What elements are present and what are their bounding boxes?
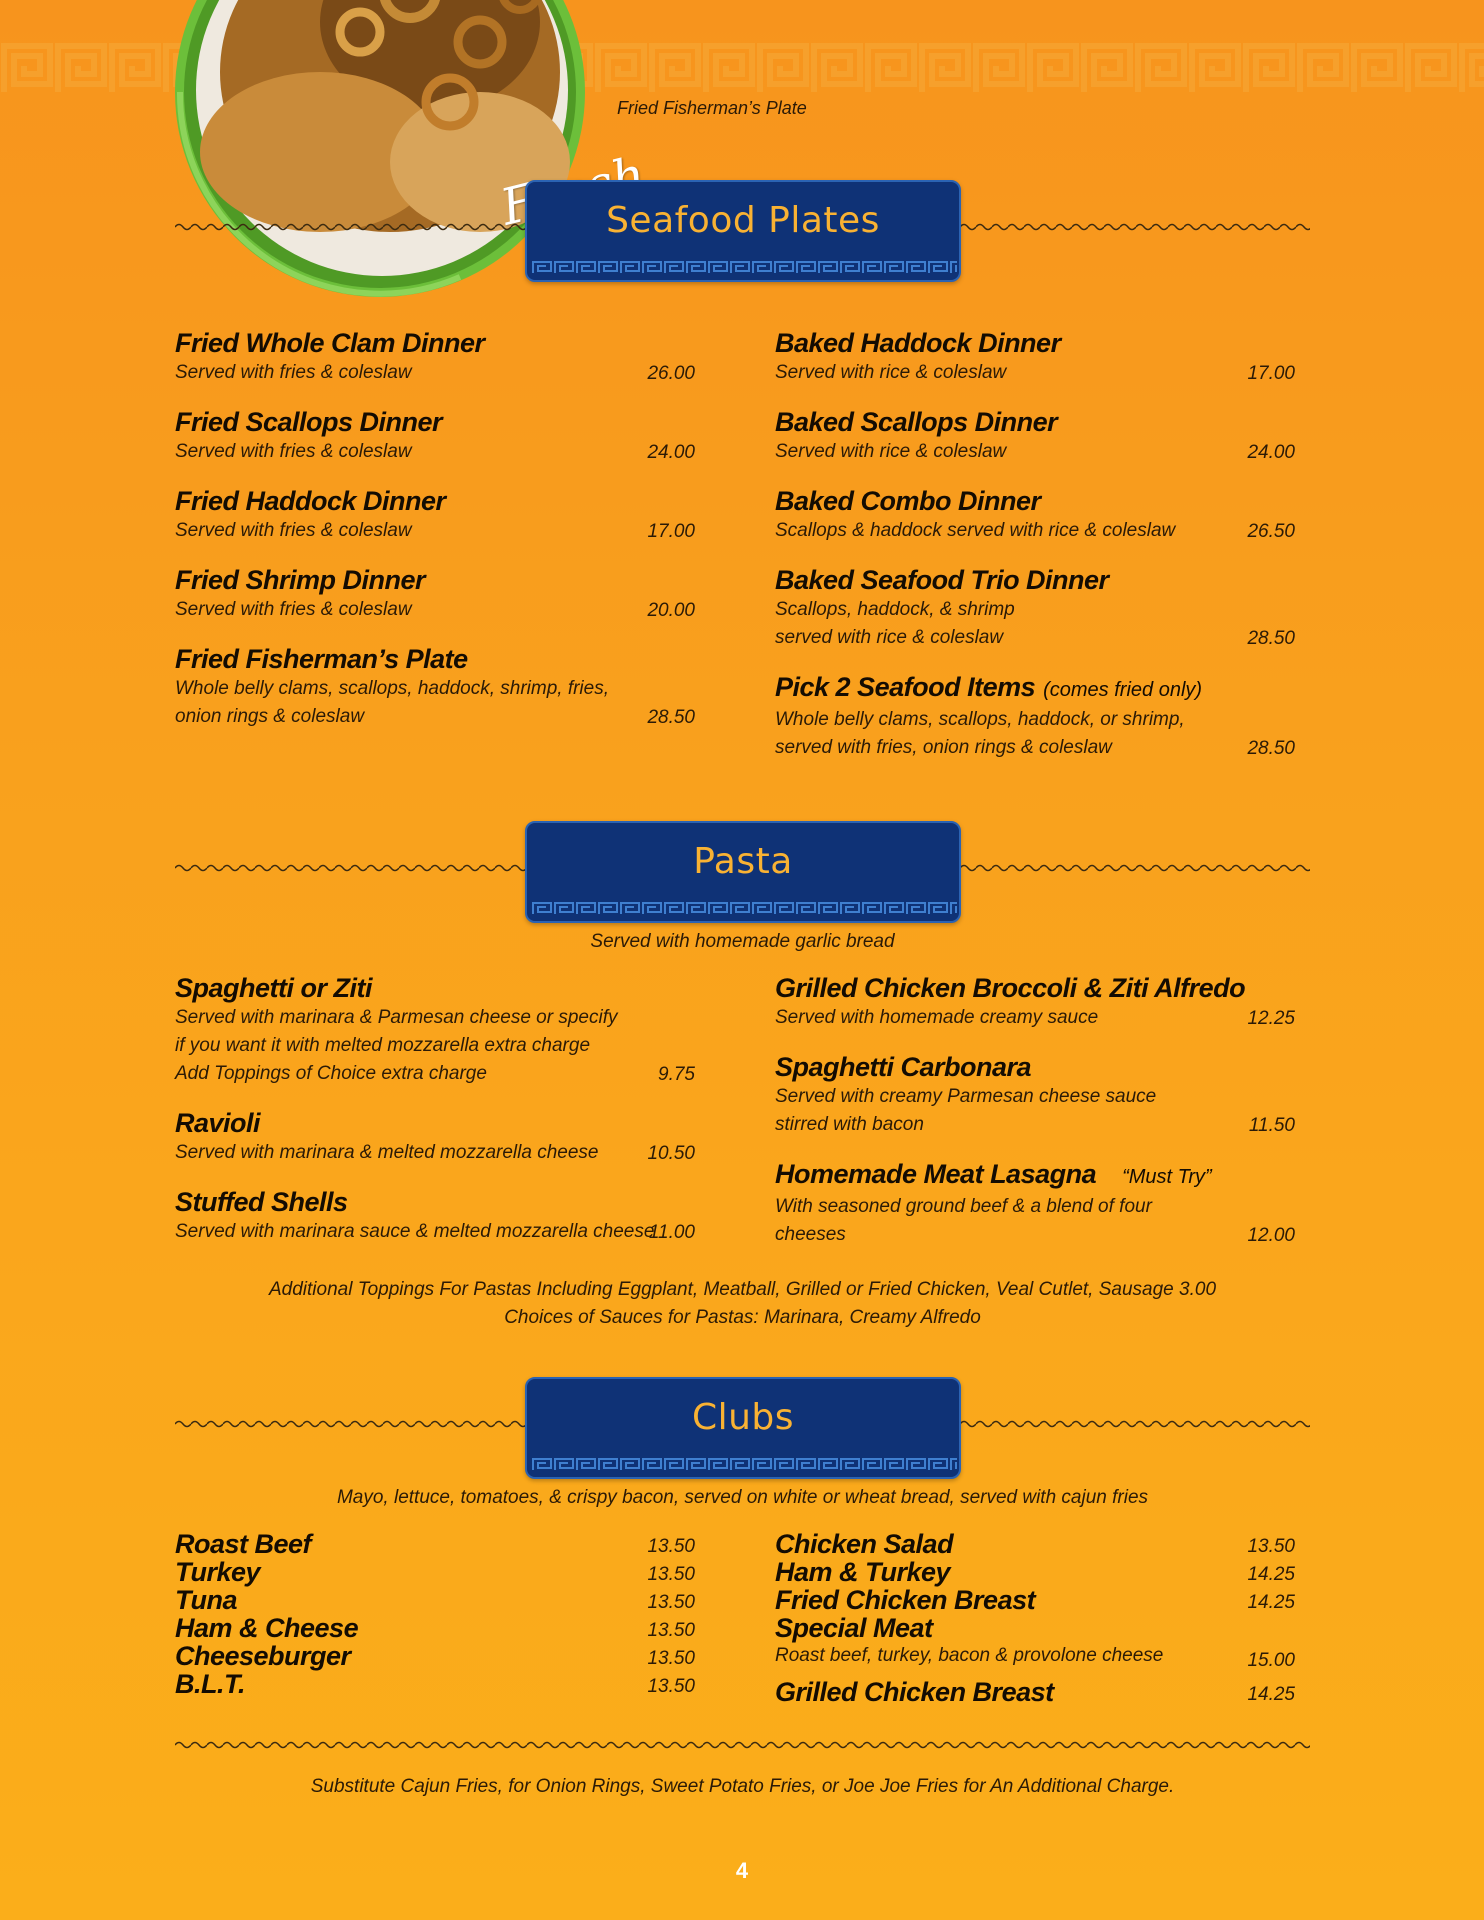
item-price: 28.50 [1247,738,1295,759]
item-price: 17.00 [1247,363,1295,384]
item-desc: Served with homemade creamy sauce [775,1007,1099,1028]
item-desc: Whole belly clams, scallops, haddock, shrimp, fries, [175,678,609,699]
item-price: 17.00 [647,521,695,542]
item-price: 28.50 [1247,628,1295,649]
menu-item [175,407,695,466]
item-price: 26.00 [647,363,695,384]
item-name: Chicken Salad [775,1529,954,1559]
item-desc: Roast beef, turkey, bacon & provolone cheese [775,1645,1164,1666]
item-name [775,672,1295,706]
clubs-title-badge [525,1377,961,1479]
item-desc: served with rice & coleslaw [775,627,1004,648]
greek-key-trim [531,1457,957,1471]
greek-key-trim [531,260,957,274]
pasta-toppings-note: Additional Toppings For Pastas Including Eggplant, Meatball, Grilled or Fried Chicken, Veal Cutlet, Sausage 3.00 [268,1279,1217,1300]
menu-item-desc-row [775,1642,1295,1672]
clubs-section-header [175,1377,1310,1487]
wave-divider [175,1738,1310,1752]
item-desc: Served with marinara & Parmesan cheese or specify [175,1007,618,1028]
item-desc: if you want it with melted mozzarella extra charge [175,1035,591,1056]
item-desc: Served with fries & coleslaw [175,520,412,541]
menu-item [775,486,1295,545]
wave-divider [960,1417,1310,1431]
section-title: Pasta [693,841,793,882]
menu-item [175,644,695,731]
item-desc: Served with marinara & melted mozzarella cheese [175,1142,599,1163]
item-price: 26.50 [1247,521,1295,542]
menu-item [175,1530,695,1558]
item-desc: With seasoned ground beef & a blend of four cheeses [775,1196,1152,1245]
item-price: 13.50 [647,1676,695,1697]
wave-divider [960,220,1310,234]
seafood-section-header [175,180,1310,290]
menu-item [775,672,1295,762]
item-name: Baked Seafood Trio Dinner [775,565,1109,595]
item-desc: Served with fries & coleslaw [175,599,412,620]
item-price: 24.00 [1247,442,1295,463]
item-price: 24.00 [647,442,695,463]
menu-item [775,1530,1295,1558]
item-desc: Served with fries & coleslaw [175,441,412,462]
item-name: Baked Haddock Dinner [775,328,1061,358]
clubs-left-column [175,1530,695,1698]
item-price: 14.25 [1247,1684,1295,1705]
item-price: 13.50 [647,1648,695,1669]
wave-divider [175,1417,525,1431]
menu-item [175,486,695,545]
item-price: 13.50 [647,1592,695,1613]
menu-item [175,973,695,1088]
menu-item [175,1642,695,1670]
item-name: Special Meat [775,1613,933,1643]
item-name: Fried Fisherman’s Plate [175,644,468,674]
item-name: Roast Beef [175,1529,312,1559]
clubs-subtitle: Mayo, lettuce, tomatoes, & crispy bacon, served on white or wheat bread, served with cajun fries [336,1487,1149,1508]
photo-caption: Fried Fisherman’s Plate [617,98,807,118]
item-name: Fried Shrimp Dinner [175,565,426,595]
item-name: Fried Haddock Dinner [175,486,446,516]
menu-item [775,1558,1295,1586]
menu-item [775,328,1295,387]
item-desc: Served with marinara sauce & melted mozzarella cheese [175,1221,655,1242]
item-price: 12.25 [1247,1008,1295,1029]
item-price: 15.00 [1247,1650,1295,1671]
menu-item [775,1159,1295,1249]
section-title: Seafood Plates [606,200,880,241]
item-note: (comes fried only) [1043,679,1203,701]
item-price: 13.50 [647,1620,695,1641]
item-name: Cheeseburger [175,1641,351,1671]
item-price: 9.75 [658,1064,695,1085]
seafood-title-badge [525,180,961,282]
section-title: Clubs [691,1397,795,1438]
pasta-sauces-note: Choices of Sauces for Pastas: Marinara, Creamy Alfredo [504,1307,981,1328]
item-name: B.L.T. [175,1669,245,1699]
item-name-text: Pick 2 Seafood Items [775,672,1036,702]
item-price: 11.00 [648,1222,695,1243]
pasta-right-column [775,973,1295,1269]
fries-substitution-note: Substitute Cajun Fries, for Onion Rings, Sweet Potato Fries, or Joe Joe Fries for An Additional Charge. [310,1776,1175,1797]
menu-item [775,1586,1295,1614]
item-name: Stuffed Shells [175,1187,348,1217]
item-name: Tuna [175,1585,238,1615]
menu-item [775,1614,1295,1642]
menu-item [775,973,1295,1032]
item-name: Fried Chicken Breast [775,1585,1036,1615]
item-desc: Served with rice & coleslaw [775,362,1007,383]
item-price: 14.25 [1247,1564,1295,1585]
menu-item [175,1670,695,1698]
item-name: Baked Scallops Dinner [775,407,1058,437]
item-note: “Must Try” [1122,1166,1212,1188]
item-name: Ravioli [175,1108,261,1138]
item-desc: Served with creamy Parmesan cheese sauce [775,1086,1157,1107]
item-desc: served with fries, onion rings & coleslaw [775,737,1112,758]
menu-item [775,1052,1295,1139]
item-name: Baked Combo Dinner [775,486,1041,516]
item-price: 13.50 [1247,1536,1295,1557]
menu-item [775,407,1295,466]
wave-divider [175,861,525,875]
item-name: Fried Scallops Dinner [175,407,443,437]
item-price: 10.50 [647,1143,695,1164]
item-price: 13.50 [647,1536,695,1557]
item-desc: Scallops & haddock served with rice & coleslaw [775,520,1176,541]
item-price: 12.00 [1247,1225,1295,1246]
item-name: Spaghetti or Ziti [175,973,372,1003]
menu-item [775,1672,1295,1706]
seafood-left-column [175,328,695,751]
pasta-title-badge [525,821,961,923]
item-price: 11.50 [1248,1115,1295,1136]
item-name: Grilled Chicken Breast [775,1677,1054,1707]
item-price: 20.00 [647,600,695,621]
item-price: 28.50 [647,707,695,728]
item-name: Ham & Cheese [175,1613,359,1643]
menu-item [175,1108,695,1167]
item-desc: Served with rice & coleslaw [775,441,1007,462]
pasta-footer [175,1276,1310,1332]
item-price: 14.25 [1247,1592,1295,1613]
seafood-right-column [775,328,1295,782]
menu-item [175,328,695,387]
item-price: 13.50 [647,1564,695,1585]
item-desc: Add Toppings of Choice extra charge [175,1063,487,1084]
item-name: Spaghetti Carbonara [775,1052,1032,1082]
menu-item [175,1187,695,1246]
item-name: Grilled Chicken Broccoli & Ziti Alfredo [775,973,1246,1003]
item-name: Turkey [175,1557,261,1587]
item-desc: Scallops, haddock, & shrimp [775,599,1015,620]
menu-item [775,565,1295,652]
menu-item [175,1558,695,1586]
pasta-section-header [175,821,1310,931]
greek-key-trim [531,901,957,915]
item-desc: Whole belly clams, scallops, haddock, or shrimp, [775,709,1185,730]
wave-divider [175,220,525,234]
item-name-text: Homemade Meat Lasagna [775,1159,1097,1189]
item-name: Fried Whole Clam Dinner [175,328,485,358]
item-desc: stirred with bacon [775,1114,924,1135]
item-desc: onion rings & coleslaw [175,706,365,727]
item-desc: Served with fries & coleslaw [175,362,412,383]
menu-item [175,1614,695,1642]
pasta-subtitle: Served with homemade garlic bread [590,931,895,952]
item-name: Ham & Turkey [775,1557,951,1587]
menu-item [175,565,695,624]
item-name [775,1159,1295,1193]
page-number: 4 [735,1858,749,1883]
pasta-left-column [175,973,695,1266]
menu-item [175,1586,695,1614]
wave-divider [960,861,1310,875]
clubs-right-column [775,1530,1295,1706]
